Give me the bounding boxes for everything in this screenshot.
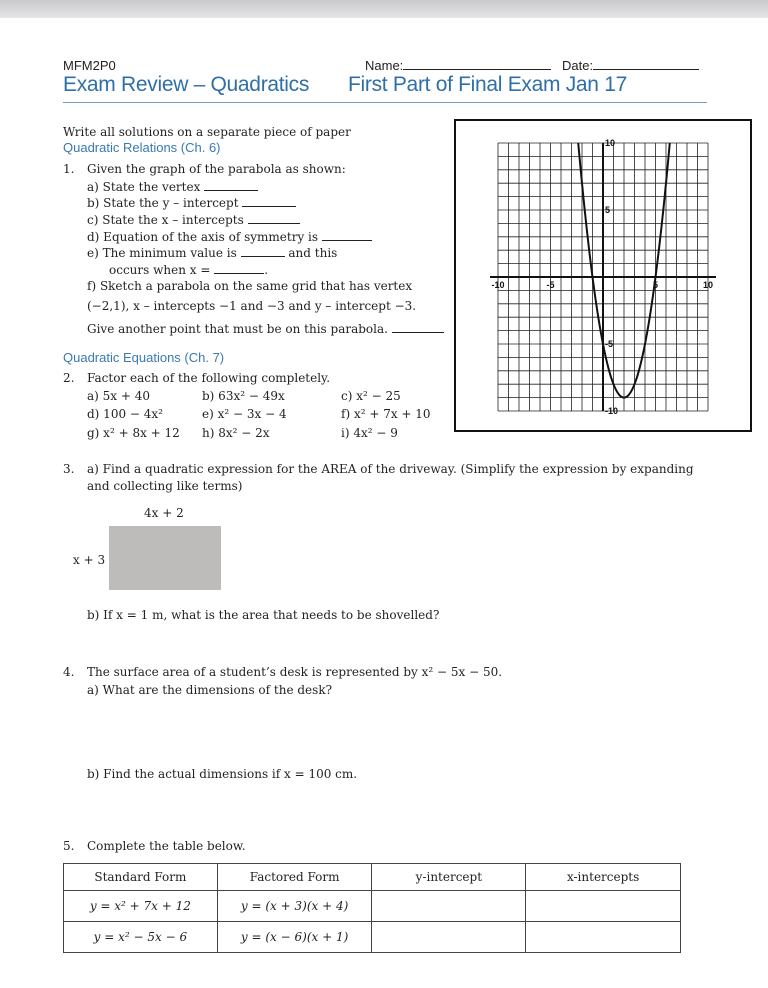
- course-code: MFM2P0: [63, 58, 116, 73]
- q3-number: 3.: [63, 462, 75, 476]
- y-tick-label: 5: [605, 205, 611, 215]
- q1-number: 1.: [63, 162, 75, 176]
- q1-e: [87, 245, 337, 260]
- q2-item-b: b) 63x² − 49x: [202, 389, 285, 403]
- q2-number: 2.: [63, 371, 75, 385]
- q1-c-blank: [248, 212, 300, 224]
- q1-e-text-3: occurs when x =: [109, 263, 211, 277]
- title-rule: [63, 102, 707, 103]
- q2-item-h: h) 8x² − 2x: [202, 426, 270, 440]
- q2-item-d: d) 100 − 4x²: [87, 407, 163, 421]
- q1-a-text: a) State the vertex: [87, 180, 201, 194]
- q4-number: 4.: [63, 665, 75, 679]
- parabola-graph: [454, 119, 752, 432]
- q2-item-g: g) x² + 8x + 12: [87, 426, 180, 440]
- q4-stem: The surface area of a student’s desk is represented by x² − 5x − 50.: [87, 665, 503, 679]
- q1-b-text: b) State the y – intercept: [87, 196, 239, 210]
- table-cell-standard: y = x² − 5x − 6: [64, 922, 218, 953]
- x-tick-label: -10: [491, 280, 505, 290]
- q1-e-line2: [109, 262, 268, 277]
- q2-item-i: i) 4x² − 9: [341, 426, 398, 440]
- y-tick-label: -10: [605, 406, 619, 416]
- q4-b: b) Find the actual dimensions if x = 100 cm.: [87, 767, 358, 781]
- driveway-rectangle: [109, 526, 221, 590]
- page-title-right: First Part of Final Exam Jan 17: [348, 73, 627, 96]
- table-cell-x-intercepts: [526, 922, 681, 953]
- q3-a-line1: a) Find a quadratic expression for the AREA of the driveway. (Simplify the expression by expanding: [87, 462, 694, 476]
- q1-f-line2: (−2,1), x – intercepts −1 and −3 and y – intercept −3.: [87, 299, 417, 313]
- name-field: [365, 58, 551, 73]
- q1-stem: Given the graph of the parabola as shown:: [87, 162, 346, 176]
- table-cell-y-intercept: [372, 891, 526, 922]
- x-tick-label: 5: [652, 280, 659, 290]
- q2-stem: Factor each of the following completely.: [87, 371, 331, 385]
- q1-c: [87, 212, 300, 227]
- name-label: Name:: [365, 58, 404, 73]
- q1-e-text: e) The minimum value is: [87, 246, 237, 260]
- table-header-x-intercepts: x-intercepts: [526, 864, 681, 891]
- table-cell-factored: y = (x + 3)(x + 4): [217, 891, 372, 922]
- q1-d-blank: [322, 229, 372, 241]
- forms-table: [63, 863, 681, 953]
- instructions-note: Write all solutions on a separate piece of paper: [63, 125, 351, 139]
- q3-a-line2: and collecting like terms): [87, 479, 243, 493]
- section-heading-equations: Quadratic Equations (Ch. 7): [63, 350, 225, 365]
- q1-c-text: c) State the x – intercepts: [87, 213, 244, 227]
- q1-b: [87, 195, 296, 210]
- x-tick-label: -5: [546, 280, 555, 290]
- q3-b: b) If x = 1 m, what is the area that needs to be shovelled?: [87, 608, 440, 622]
- q1-f-text-3: Give another point that must be on this parabola.: [87, 322, 388, 336]
- window-top-bar: [0, 0, 768, 18]
- q2-item-a: a) 5x + 40: [87, 389, 151, 403]
- q1-f-blank: [392, 321, 444, 333]
- date-field: [562, 58, 699, 73]
- name-blank: [403, 58, 551, 70]
- q1-f-line1: f) Sketch a parabola on the same grid that has vertex: [87, 279, 413, 293]
- q4-a: a) What are the dimensions of the desk?: [87, 683, 333, 697]
- table-row: [64, 891, 681, 922]
- q2-item-c: c) x² − 25: [341, 389, 401, 403]
- q2-item-e: e) x² − 3x − 4: [202, 407, 287, 421]
- section-heading-relations: Quadratic Relations (Ch. 6): [63, 140, 221, 155]
- q1-e-blank-2: [214, 262, 264, 274]
- q5-number: 5.: [63, 839, 75, 853]
- table-header-standard: Standard Form: [64, 864, 218, 891]
- q1-e-period: .: [264, 263, 269, 277]
- table-cell-x-intercepts: [526, 891, 681, 922]
- q1-f-line3: [87, 321, 444, 336]
- q1-d-text: d) Equation of the axis of symmetry is: [87, 230, 319, 244]
- table-cell-y-intercept: [372, 922, 526, 953]
- table-row: [64, 922, 681, 953]
- q1-e-text-2: and this: [288, 246, 338, 260]
- date-blank: [593, 58, 699, 70]
- q1-e-blank: [241, 245, 285, 257]
- q1-a-blank: [204, 179, 258, 191]
- q1-a: [87, 179, 258, 194]
- q1-b-blank: [242, 195, 296, 207]
- q1-d: [87, 229, 372, 244]
- date-label: Date:: [562, 58, 594, 73]
- table-header-factored: Factored Form: [217, 864, 372, 891]
- x-tick-label: 10: [702, 280, 714, 290]
- table-header-y-intercept: y-intercept: [372, 864, 526, 891]
- y-tick-label: 10: [605, 138, 616, 148]
- table-cell-factored: y = (x − 6)(x + 1): [217, 922, 372, 953]
- driveway-height-label: x + 3: [73, 553, 106, 567]
- table-header-row: [64, 864, 681, 891]
- table-cell-standard: y = x² + 7x + 12: [64, 891, 218, 922]
- graph-svg: [456, 121, 750, 430]
- q5-stem: Complete the table below.: [87, 839, 246, 853]
- q2-item-f: f) x² + 7x + 10: [341, 407, 431, 421]
- driveway-width-label: 4x + 2: [144, 506, 184, 520]
- page-title-left: Exam Review – Quadratics: [63, 73, 310, 96]
- y-tick-label: -5: [605, 339, 614, 349]
